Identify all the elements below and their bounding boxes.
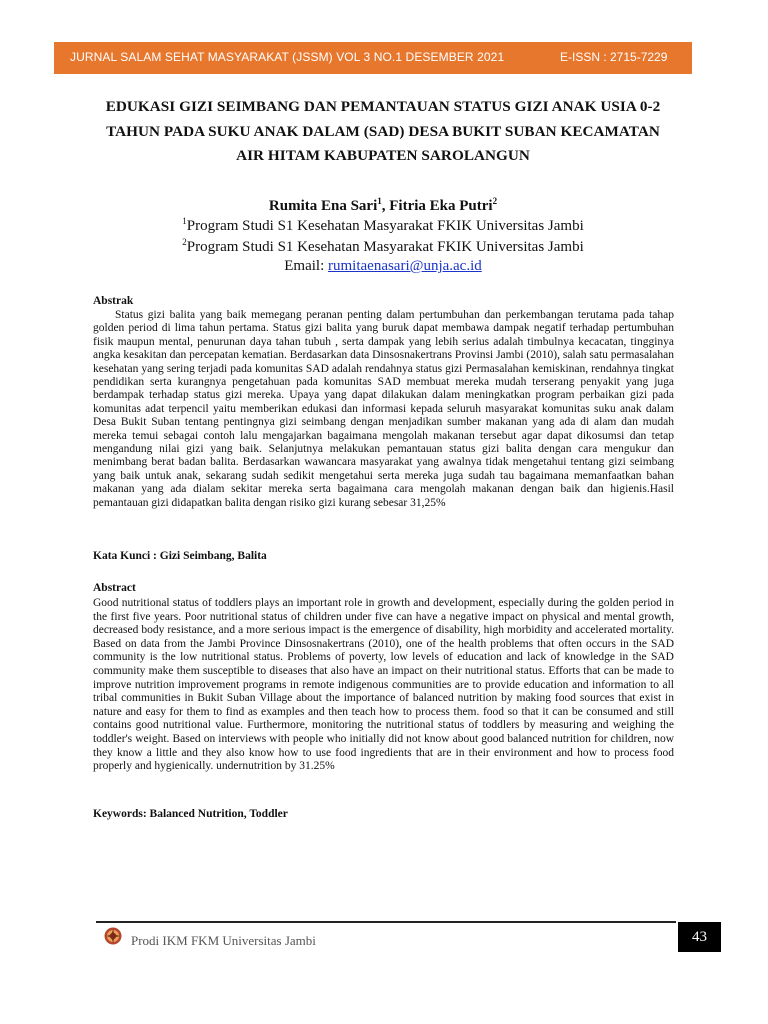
contact-email xyxy=(70,258,696,275)
author-affiliation-mark: 2 xyxy=(492,196,498,206)
paper-title xyxy=(70,95,696,169)
email-label: Email: xyxy=(284,258,328,274)
journal-header-bar xyxy=(54,42,692,74)
page-number: 43 xyxy=(678,922,721,952)
abstrak-heading: Abstrak xyxy=(93,295,134,307)
affiliation-text: Program Studi S1 Kesehatan Masyarakat FKIK Universitas Jambi xyxy=(186,239,584,255)
abstract-text: Good nutritional status of toddlers plays an important role in growth and development, especially during the golden period in the first five years. Poor nutritional status of children under five can have a negative impact on physical and mental growth, decreased body resistance, and a more serious impact is the emergence of disability, high morbidity and accelerated mortality. Based on data from the Jambi Province Dinsosnakertrans (2010), one of the health problems that often occurs in the SAD community is the low nutritional status. Problems of poverty, low levels of education and lack of knowledge in the SAD community make them susceptible to diseases that also have an impact on their nutritional status. Efforts that can be made to improve nutrition improvement programs in remote indigenous communities are to provide education and information to all tribal communities in Bukit Suban Village about the importance of balanced nutrition by making food sources that exist in nature and easy for them to find as examples and then teach how to process them. food so that it can be consumed and still contains good nutritional value. Furthermore, monitoring the nutritional status of toddlers by measuring and weighing the toddler's weight. Based on interviews with people who initially did not know about good balanced nutrition for children, now they know a little and they also know how to use food ingredients that are in their environment and how to process food properly and hygienically. undernutrition by 31.25% xyxy=(93,597,674,773)
abstract-heading: Abstract xyxy=(93,582,136,594)
author-affiliation-mark: 1 xyxy=(377,196,382,206)
footer-divider xyxy=(96,921,676,923)
keywords-en: Keywords: Balanced Nutrition, Toddler xyxy=(93,808,288,820)
affiliation-text: Program Studi S1 Kesehatan Masyarakat FKIK Universitas Jambi xyxy=(186,218,584,234)
author-separator: , xyxy=(381,198,390,214)
university-seal-icon xyxy=(104,927,122,945)
title-line: EDUKASI GIZI SEIMBANG DAN PEMANTAUAN STATUS GIZI ANAK USIA 0-2 xyxy=(105,98,661,115)
title-line: AIR HITAM KABUPATEN SAROLANGUN xyxy=(236,147,530,164)
title-line: TAHUN PADA SUKU ANAK DALAM (SAD) DESA BUKIT SUBAN KECAMATAN xyxy=(106,122,660,140)
affiliation-mark: 2 xyxy=(182,237,187,247)
footer-institution: Prodi IKM FKM Universitas Jambi xyxy=(131,933,316,948)
affiliation-mark: 1 xyxy=(182,216,187,226)
kata-kunci: Kata Kunci : Gizi Seimbang, Balita xyxy=(93,550,267,562)
journal-name: JURNAL SALAM SEHAT MASYARAKAT (JSSM) VOL 3 NO.1 DESEMBER 2021 xyxy=(70,50,505,64)
abstrak-text: Status gizi balita yang baik memegang peranan penting dalam pertumbuhan dan perkembangan terutama pada tahap golden period di lima tahun pertama. Status gizi balita yang buruk dapat membawa dampak negatif terhadap pertumbuhan fisik maupun mental, penurunan daya tahan tubuh , serta dampak yang lebih serius adalah timbulnya kecacatan, tingginya angka kesakitan dan percepatan kematian. Berdasarkan data Dinsosnakertrans Provinsi Jambi (2010), salah satu permasalahan kesehatan yang sering terjadi pada komunitas SAD adalah rendahnya status gizi Permasalahan kemiskinan, rendahnya tingkat pendidikan serta kurangnya pengetahuan pada komunitas SAD membuat mereka mudah terserang penyakit yang juga berdampak terhadap status gizi mereka. Upaya yang dapat dilakukan dalam meningkatkan program perbaikan gizi pada komunitas adat terpencil yaitu memberikan edukasi dan informasi kepada seluruh masyarakat komunitas suku anak dalam Desa Bukit Suban tentang pentingnya gizi seimbang dengan menjadikan sumber makanan yang ada di alam dan mudah mereka temui sebagai contoh lalu mengajarkan bagaimana mengolah makanan tersebut agar dapat dikosumsi dan tetap mengandung nilai gizi yang baik. Selanjutnya melakukan pemantauan status gizi balita dengan cara mengukur dan menimbang berat badan balita. Berdasarkan wawancara masyarakat yang awalnya tidak mengetahui tentang gizi seimbang yang baik untuk anak, sekarang sudah sedikit mengetahui serta mereka juga sudah tau bagaimana memanfaatkan bahan makanan yang ada dialam sekitar mereka serta bagaimana cara mengolah makanan dengan baik dan higienis.Hasil pemantauan gizi didapatkan balita dengan risiko gizi kurang sebesar 31,25% xyxy=(93,309,674,509)
journal-issn: E-ISSN : 2715-7229 xyxy=(560,50,668,64)
affiliation-2 xyxy=(70,237,696,256)
author-name: Fitria Eka Putri xyxy=(389,198,493,214)
author-name: Rumita Ena Sari xyxy=(268,198,378,214)
author-list xyxy=(70,196,696,215)
email-link[interactable]: rumitaenasari@unja.ac.id xyxy=(328,258,482,274)
affiliation-1 xyxy=(70,216,696,235)
